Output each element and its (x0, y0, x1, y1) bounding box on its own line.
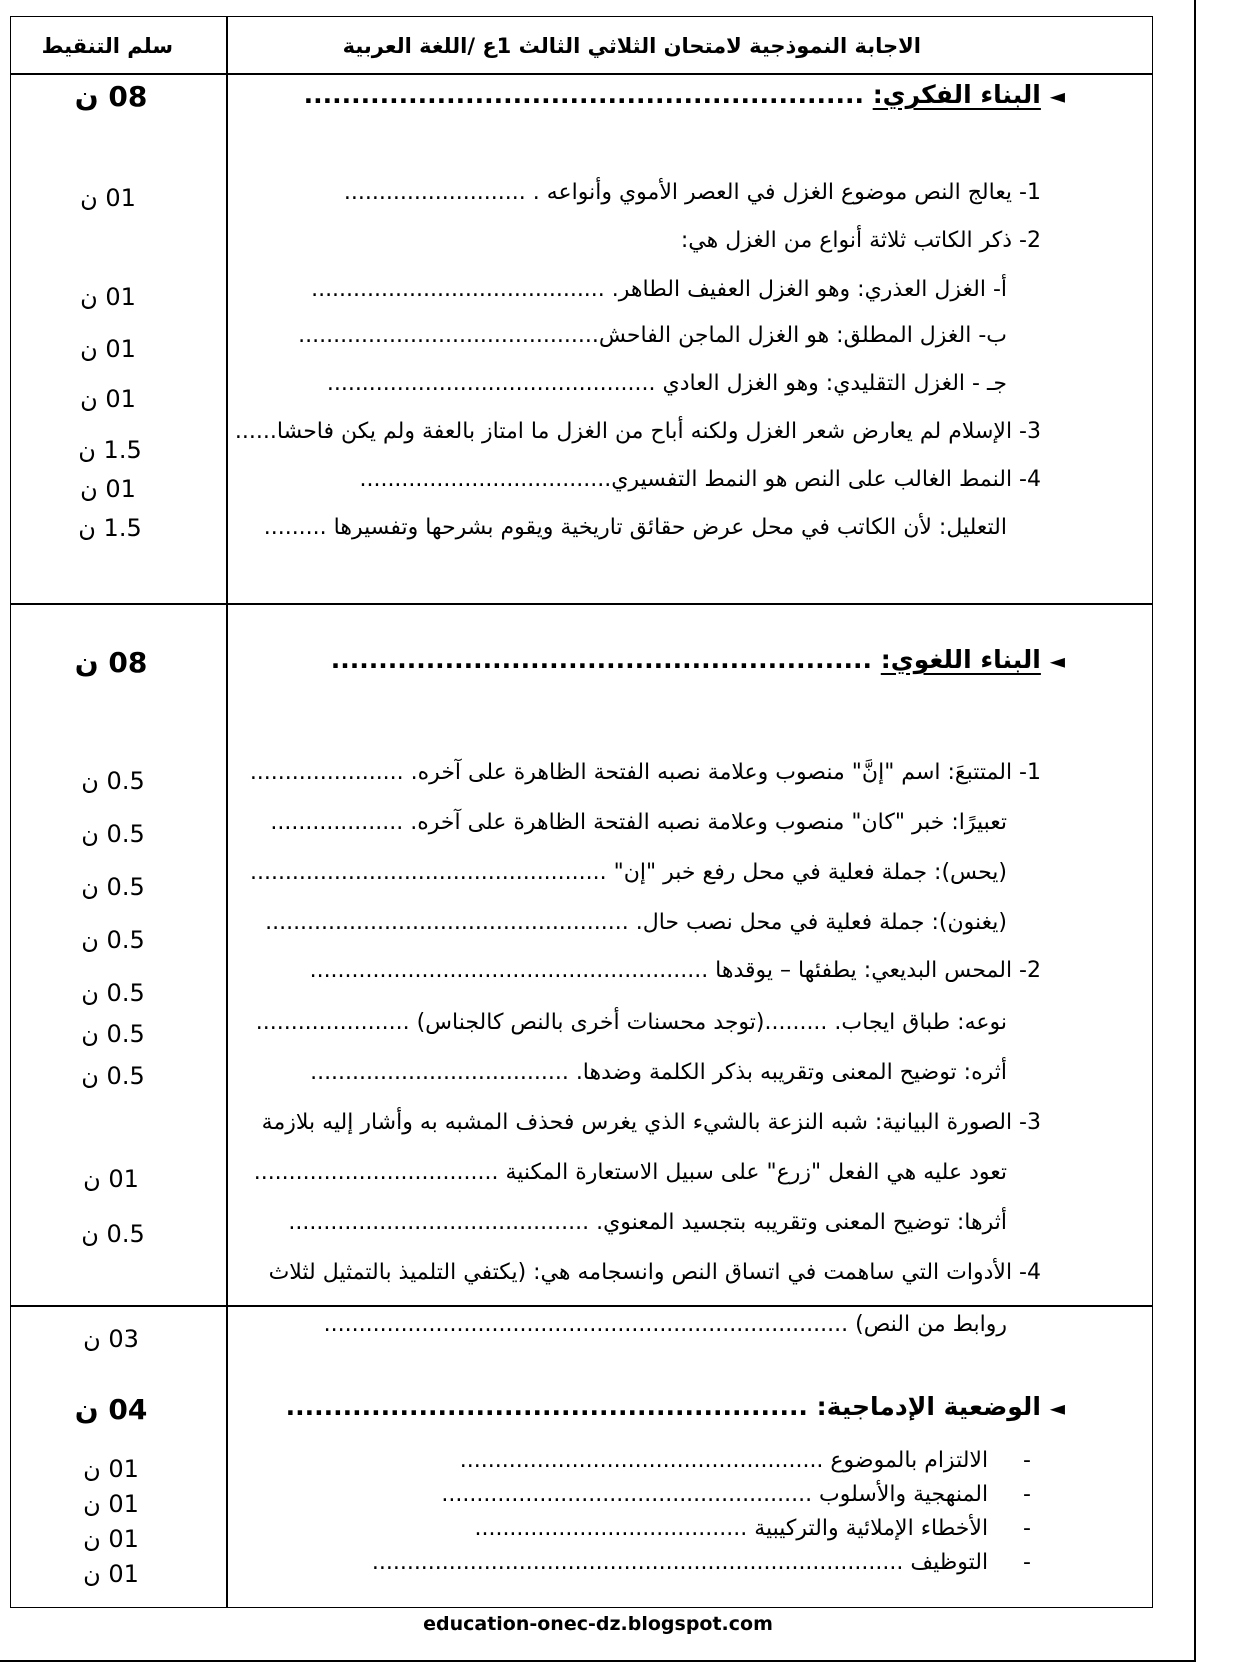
answer-line: 2- المحس البديعي: يطفئها – يوقدها ......................................................... (309, 958, 1041, 983)
answer-line: تعبيرًا: خبر "كان" منصوب وعلامة نصبه الفتحة الظاهرة على آخره. ................... (270, 810, 1007, 835)
score-value: 01 ن (83, 1455, 139, 1483)
score-value: 01 ن (80, 283, 136, 311)
section-heading (286, 1392, 1065, 1421)
criteria-item (372, 1550, 1031, 1575)
section-total: 08 ن (74, 80, 148, 113)
section-dots: ....................................................... (285, 1392, 808, 1421)
score-value: 0.5 ن (81, 1020, 145, 1048)
criteria-item (474, 1516, 1031, 1541)
answer-line: روابط من النص) ........................................................................... (323, 1312, 1007, 1337)
list-dash: - (1023, 1516, 1031, 1541)
answer-line: ب- الغزل المطلق: هو الغزل الماجن الفاحش........................................... (298, 323, 1007, 348)
criteria-text: الأخطاء الإملائية والتركيبية ....................................... (474, 1516, 989, 1541)
answer-line: 4- النمط الغالب على النص هو النمط التفسيري.................................... (359, 467, 1041, 492)
criteria-text: المنهجية والأسلوب ..................................................... (441, 1482, 989, 1507)
score-value: 1.5 ن (78, 436, 142, 464)
list-dash: - (1023, 1550, 1031, 1575)
answer-line: 3- الصورة البيانية: شبه النزعة بالشيء الذي يغرس فحذف المشبه به وأشار إليه بلازمة (261, 1110, 1041, 1135)
answer-line: تعود عليه هي الفعل "زرع" على سبيل الاستعارة المكنية ................................... (253, 1160, 1007, 1185)
section-divider-1 (11, 603, 1152, 605)
answer-line: أ- الغزل العذري: وهو الغزل العفيف الطاهر. .......................................... (311, 277, 1007, 302)
answer-line: 1- المتتبعَ: اسم "إنَّ" منصوب وعلامة نصبه الفتحة الظاهرة على آخره. ...................... (249, 760, 1041, 785)
column-divider (226, 17, 228, 1607)
arrow-left-icon: ◄ (1049, 1396, 1065, 1420)
criteria-text: الالتزام بالموضوع .................................................... (459, 1448, 989, 1473)
section-total: 08 ن (74, 646, 148, 679)
score-value: 01 ن (83, 1560, 139, 1588)
section-total: 04 ن (74, 1393, 148, 1426)
arrow-left-icon: ◄ (1049, 84, 1065, 108)
score-value: 01 ن (80, 335, 136, 363)
score-value: 0.5 ن (81, 979, 145, 1007)
score-value: 03 ن (83, 1325, 139, 1353)
answer-line: 1- يعالج النص موضوع الغزل في العصر الأموي وأنواعه . .......................... (343, 180, 1041, 205)
section-title: البناء الفكري: (872, 80, 1041, 109)
score-value: 0.5 ن (81, 926, 145, 954)
score-value: 0.5 ن (81, 1220, 145, 1248)
answer-line: 3- الإسلام لم يعارض شعر الغزل ولكنه أباح من الغزل ما امتاز بالعفة ولم يكن فاحشا...... (234, 419, 1041, 444)
arrow-left-icon: ◄ (1049, 649, 1065, 673)
score-value: 0.5 ن (81, 767, 145, 795)
page-title: الاجابة النموذجية لامتحان الثلاثي الثالث 1ع /اللغة العربية (342, 34, 921, 58)
list-dash: - (1023, 1482, 1031, 1507)
score-value: 01 ن (80, 385, 136, 413)
section-heading (304, 80, 1065, 109)
answer-line: جـ - الغزل التقليدي: وهو الغزل العادي ............................................... (326, 371, 1007, 396)
answer-line: أثره: توضيح المعنى وتقريبه بذكر الكلمة وضدها. ..................................... (310, 1060, 1007, 1085)
answer-line: أثرها: توضيح المعنى وتقريبه بتجسيد المعنوي. ........................................... (288, 1210, 1007, 1235)
criteria-item (460, 1448, 1031, 1473)
score-value: 0.5 ن (81, 873, 145, 901)
criteria-item (441, 1482, 1031, 1507)
score-value: 01 ن (83, 1525, 139, 1553)
section-heading (331, 645, 1065, 674)
section-dots: ......................................................... (330, 645, 873, 674)
answer-line: 4- الأدوات التي ساهمت في اتساق النص وانسجامه هي: (يكتفي التلميذ بالتمثيل لثلاث (268, 1260, 1041, 1285)
section-dots: ........................................................... (303, 80, 864, 109)
score-value: 01 ن (83, 1165, 139, 1193)
answer-line: (يغنون): جملة فعلية في محل نصب حال. .................................................... (265, 910, 1007, 935)
score-column-header: سلم التنقيط (41, 34, 173, 58)
answer-line: نوعه: طباق ايجاب. .........(توجد محسنات أخرى بالنص كالجناس) ...................... (255, 1010, 1007, 1035)
score-value: 1.5 ن (78, 514, 142, 542)
score-value: 01 ن (80, 184, 136, 212)
score-value: 0.5 ن (81, 820, 145, 848)
score-value: 01 ن (80, 475, 136, 503)
answer-line: التعليل: لأن الكاتب في محل عرض حقائق تاريخية ويقوم بشرحها وتفسيرها ......... (263, 515, 1007, 540)
score-value: 01 ن (83, 1490, 139, 1518)
criteria-text: التوظيف ............................................................................ (371, 1550, 989, 1575)
section-divider-2 (11, 1305, 1152, 1307)
footer-website: education-onec-dz.blogspot.com (423, 1613, 773, 1635)
section-title: البناء اللغوي: (880, 645, 1041, 674)
section-title: الوضعية الإدماجية: (816, 1392, 1041, 1421)
answer-line: (يحس): جملة فعلية في محل رفع خبر "إن" ................................................... (249, 860, 1007, 885)
header-divider (11, 73, 1152, 75)
answer-line: 2- ذكر الكاتب ثلاثة أنواع من الغزل هي: (680, 228, 1041, 253)
score-value: 0.5 ن (81, 1062, 145, 1090)
list-dash: - (1023, 1448, 1031, 1473)
